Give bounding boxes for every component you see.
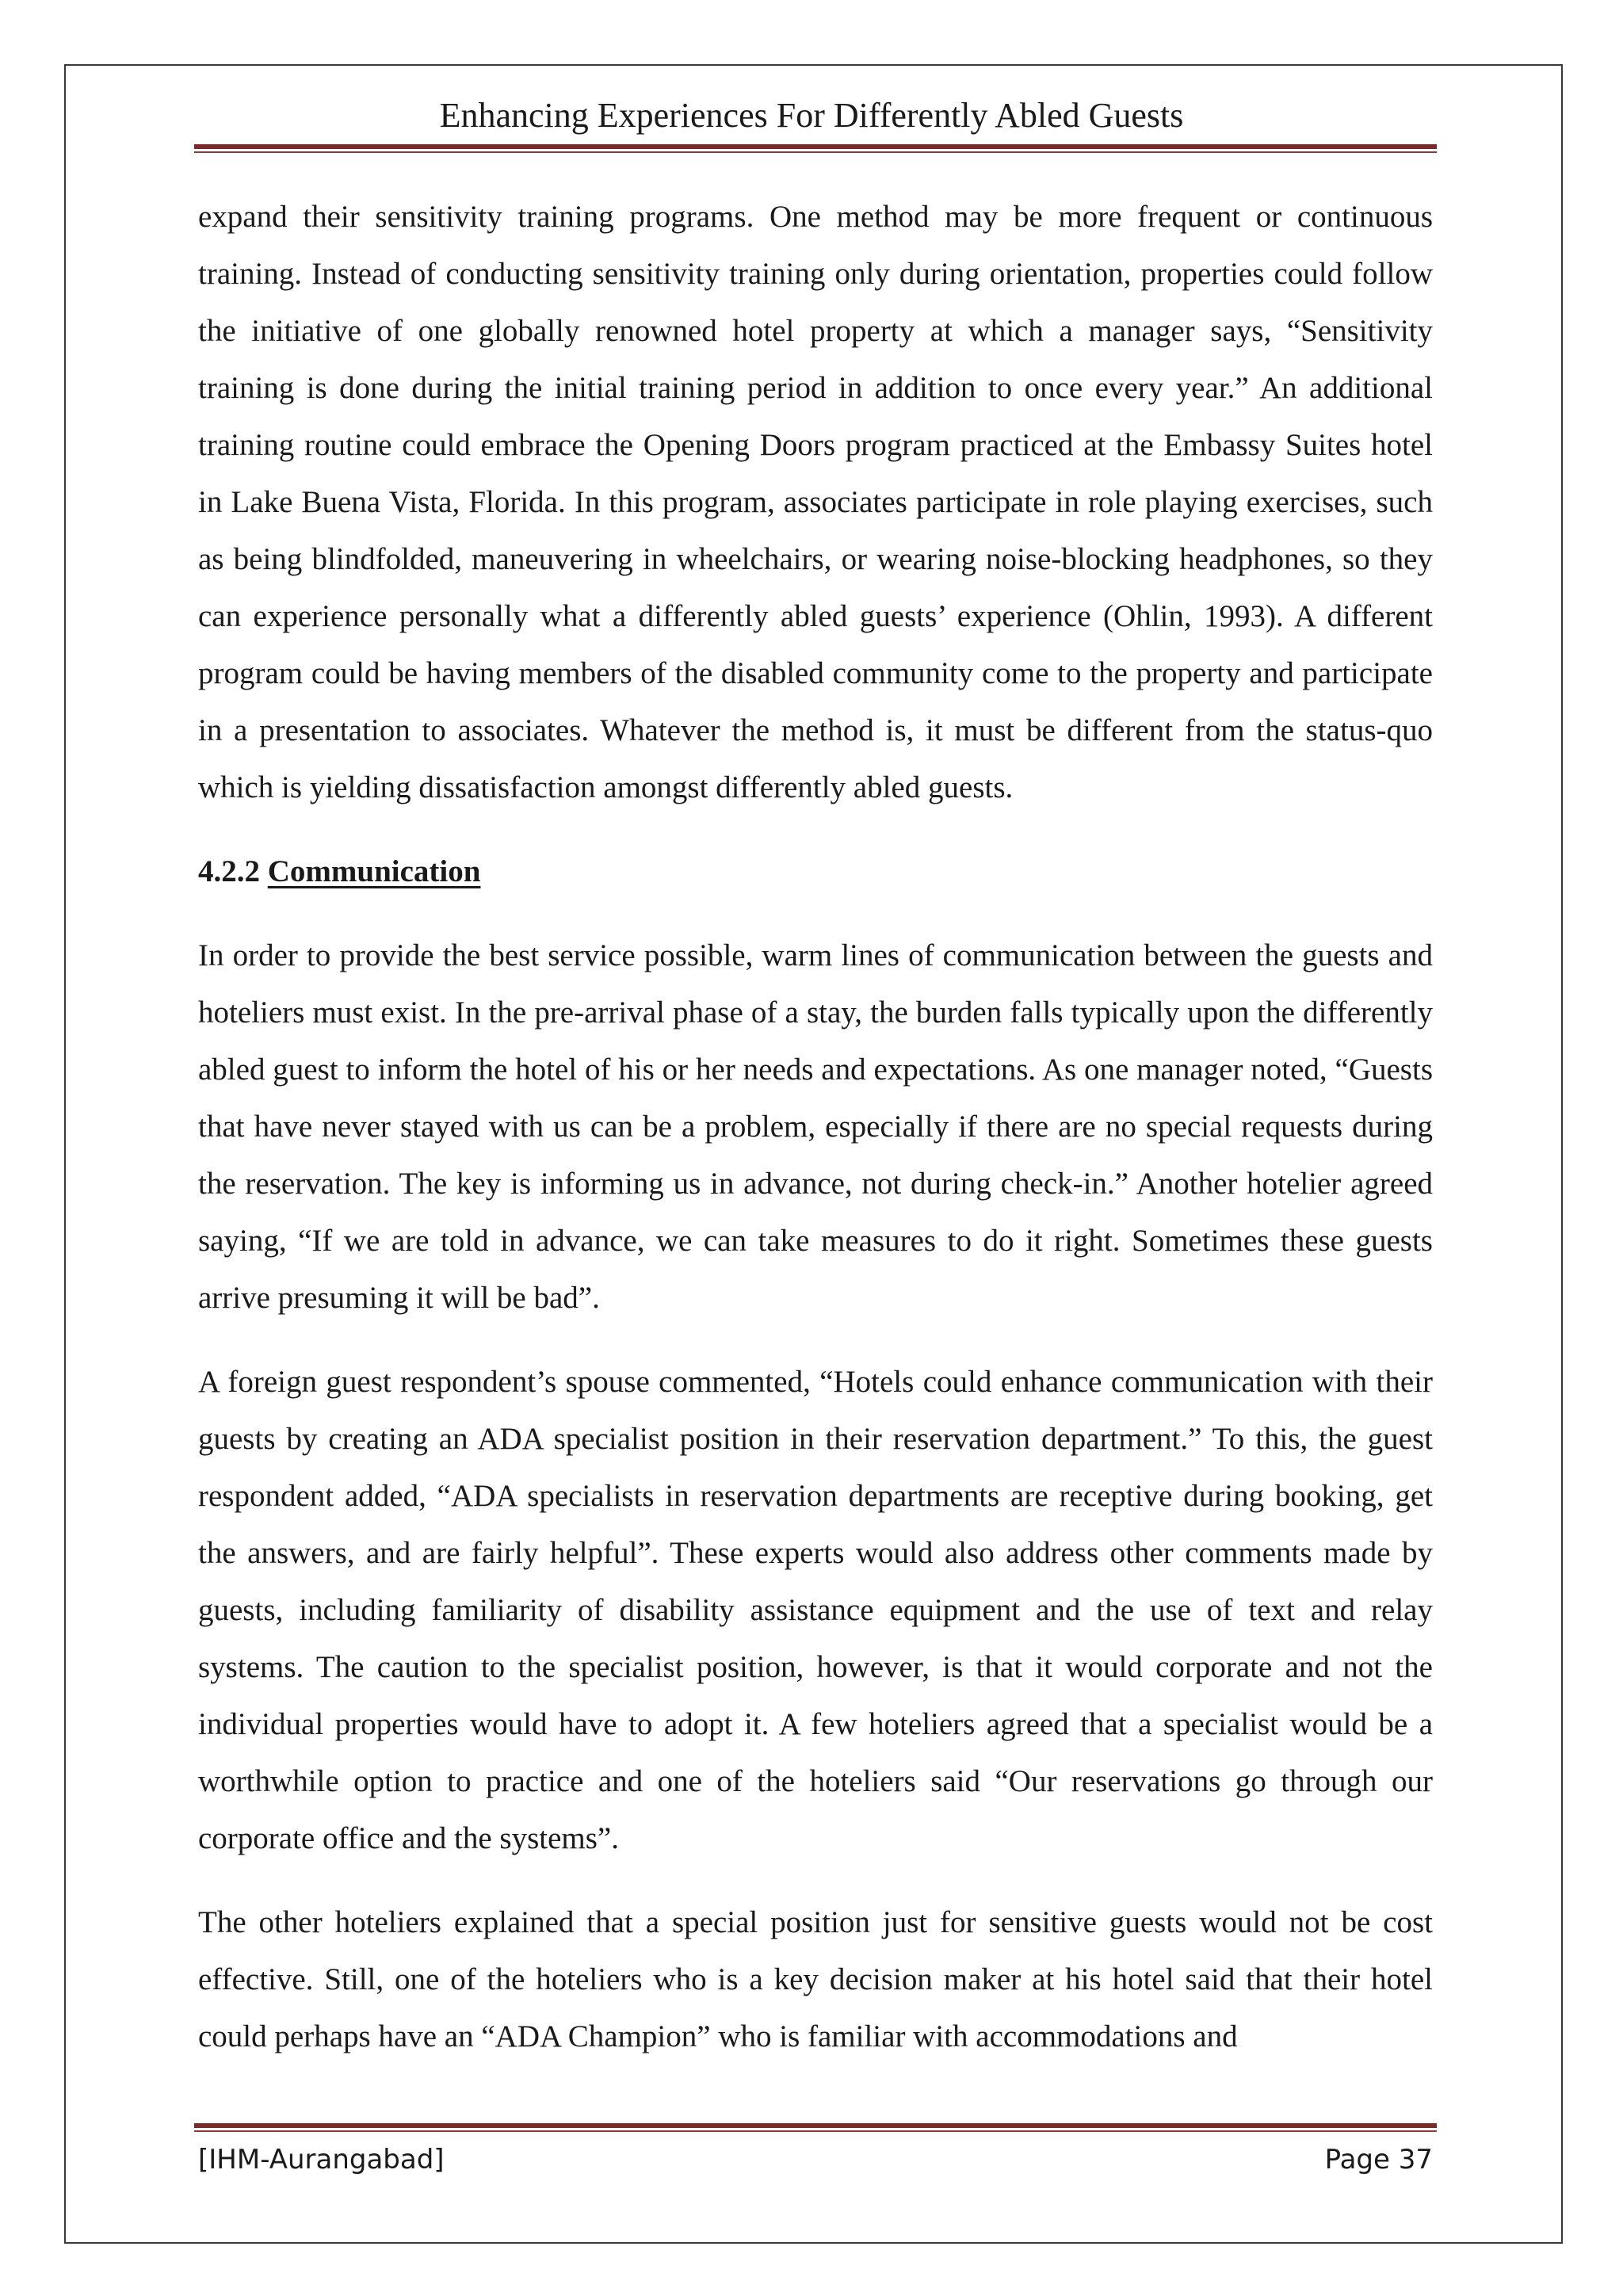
section-heading [198,843,1433,900]
page-number: Page 37 [1324,2144,1433,2176]
section-title: Communication [267,854,481,888]
page-footer [198,2140,1433,2179]
body-paragraph: The other hoteliers explained that a special position just for sensitive guests would not be cost effective. Still, one of the hoteliers who is a key decision maker at his hotel said that their hotel could perhaps have an “ADA Champion” who is familiar with accommodations and [198,1905,1433,2053]
body-paragraph: expand their sensitivity training programs. One method may be more frequent or continuous training. Instead of conducting sensitivity training only during orientation, properties could follow the initiative of one globally renowned hotel property at which a manager says, “Sensitivity training is done during the initial training period in addition to once every year.” An additional training routine could embrace the Opening Doors program practiced at the Embassy Suites hotel in Lake Buena Vista, Florida. In this program, associates participate in role playing exercises, such as being blindfolded, maneuvering in wheelchairs, or wearing noise-blocking headphones, so they can experience personally what a differently abled guests’ experience (Ohlin, 1993). A different program could be having members of the disabled community come to the property and participate in a presentation to associates. Whatever the method is, it must be different from the status-quo which is yielding dissatisfaction amongst differently abled guests. [198,200,1433,804]
header-divider [194,144,1437,153]
page-body [198,189,1433,2092]
page-header-title: Enhancing Experiences For Differently Abled Guests [439,96,1184,135]
footer-divider [194,2123,1437,2132]
section-number: 4.2.2 [198,854,260,888]
footer-institution: [IHM-Aurangabad] [198,2144,445,2176]
body-paragraph: In order to provide the best service possible, warm lines of communication between the guests and hoteliers must exist. In the pre-arrival phase of a stay, the burden falls typically upon the differently abled guest to inform the hotel of his or her needs and expectations. As one manager noted, “Guests that have never stayed with us can be a problem, especially if there are no special requests during the reservation. The key is informing us in advance, not during check-in.” Another hotelier agreed saying, “If we are told in advance, we can take measures to do it right. Sometimes these guests arrive presuming it will be bad”. [198,938,1433,1315]
body-paragraph: A foreign guest respondent’s spouse commented, “Hotels could enhance communication with their guests by creating an ADA specialist position in their reservation department.” To this, the guest respondent added, “ADA specialists in reservation departments are receptive during booking, get the answers, and are fairly helpful”. These experts would also address other comments made by guests, including familiarity of disability assistance equipment and the use of text and relay systems. The caution to the specialist position, however, is that it would corporate and not the individual properties would have to adopt it. A few hoteliers agreed that a specialist would be a worthwhile option to practice and one of the hoteliers said “Our reservations go through our corporate office and the systems”. [198,1365,1433,1855]
